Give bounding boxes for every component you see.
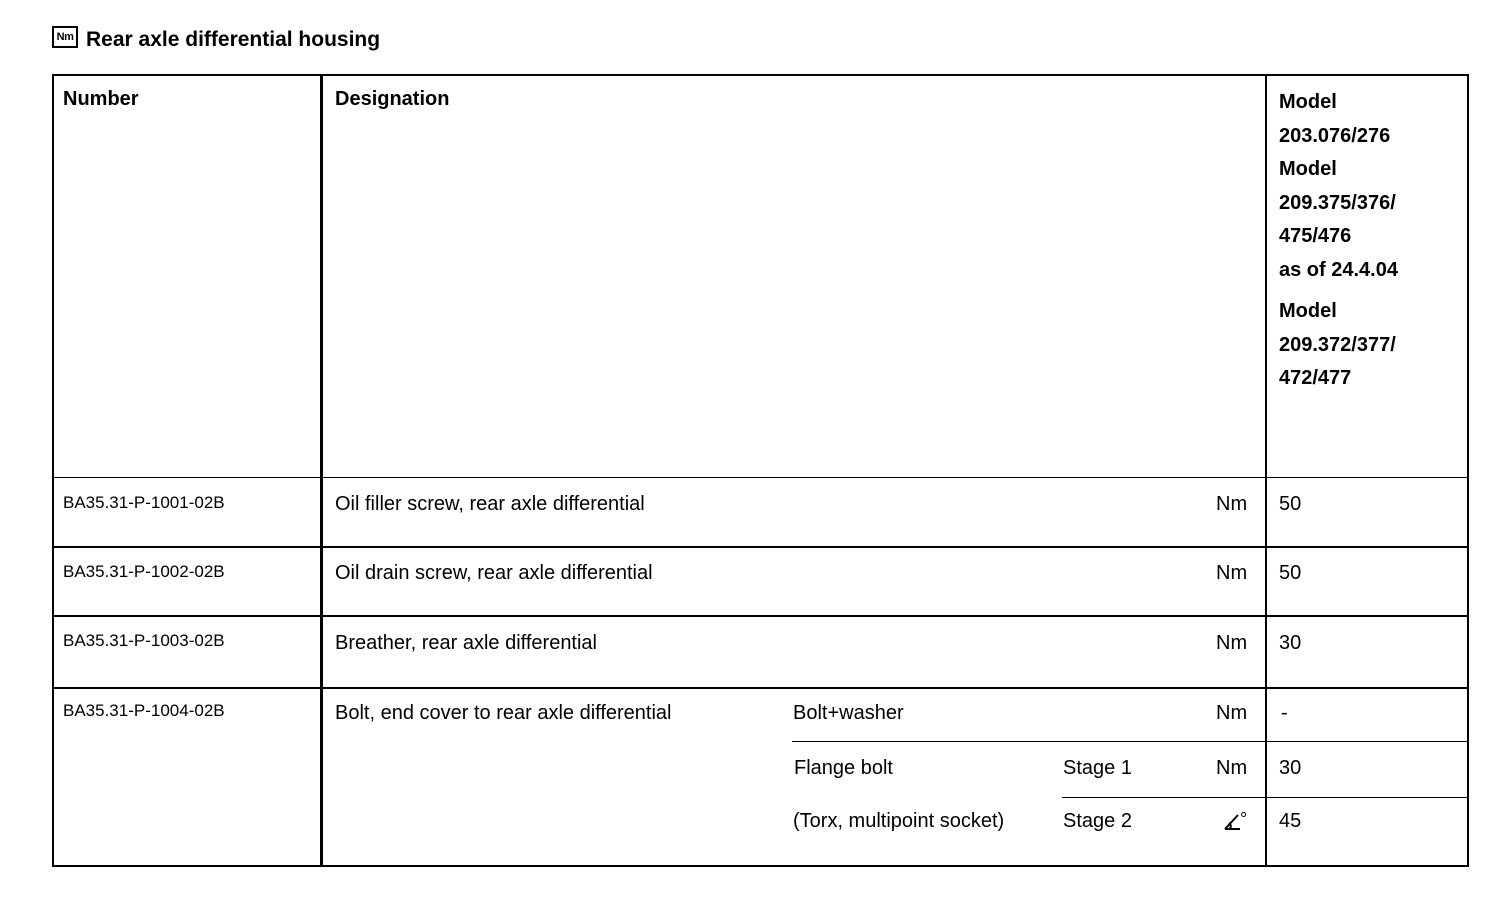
torque-table: [52, 74, 1469, 868]
row-divider: [52, 615, 1469, 617]
row-divider: [52, 477, 1469, 478]
table-row-number: BA35.31-P-1002-02B: [63, 562, 225, 581]
subrow-label: Flange bolt: [794, 757, 893, 779]
column-divider: [320, 74, 323, 867]
page-title: Rear axle differential housing: [86, 28, 381, 51]
subrow-value: 30: [1279, 757, 1302, 779]
model-line: 472/477: [1279, 367, 1352, 389]
table-border-bottom: [52, 865, 1469, 867]
table-row-number: BA35.31-P-1004-02B: [63, 701, 225, 720]
model-line: 203.076/276: [1279, 124, 1391, 147]
subrow-stage: Stage 1: [1063, 757, 1132, 779]
table-row-designation: Oil drain screw, rear axle differential: [335, 562, 653, 584]
table-row-designation: Breather, rear axle differential: [335, 632, 598, 654]
model-line: Model: [1279, 300, 1337, 322]
model-line: Model: [1279, 158, 1337, 180]
subrow-unit: Nm: [1216, 702, 1248, 724]
table-row-number: BA35.31-P-1001-02B: [63, 493, 225, 512]
model-line: as of 24.4.04: [1279, 258, 1398, 281]
page-title-row: [52, 26, 380, 54]
column-divider: [1265, 74, 1267, 867]
table-row-value: 30: [1279, 632, 1302, 654]
row-divider: [52, 546, 1469, 548]
table-row-number: BA35.31-P-1003-02B: [63, 631, 225, 650]
subrow-label: (Torx, multipoint socket): [793, 810, 1005, 832]
subrow-value: 45: [1279, 810, 1302, 832]
table-border-right: [1467, 74, 1469, 867]
header-models: [1279, 86, 1398, 396]
subrow-label: Bolt+washer: [793, 702, 904, 724]
subrow-value: -: [1281, 702, 1288, 724]
row-divider: [52, 687, 1469, 689]
model-line: 209.375/376/: [1279, 191, 1396, 214]
subrow-divider: [792, 741, 1469, 742]
model-line: 209.372/377/: [1279, 333, 1396, 356]
table-row-unit: Nm: [1216, 632, 1248, 654]
table-row-unit: Nm: [1216, 562, 1248, 584]
torque-nm-icon: Nm: [52, 26, 78, 48]
header-designation: Designation: [335, 88, 450, 110]
table-row-unit: Nm: [1216, 493, 1248, 515]
table-row-designation: Oil filler screw, rear axle differential: [335, 493, 645, 515]
degree-symbol: °: [1240, 809, 1248, 829]
model-line: Model: [1279, 91, 1337, 113]
header-number: Number: [63, 88, 139, 110]
table-border-left: [52, 74, 54, 867]
model-line: 475/476: [1279, 225, 1352, 247]
table-row-value: 50: [1279, 562, 1302, 584]
table-border-top: [52, 74, 1469, 76]
subrow-unit: Nm: [1216, 757, 1248, 779]
table-row-value: 50: [1279, 493, 1302, 515]
table-row-designation: Bolt, end cover to rear axle differential: [335, 702, 672, 724]
subrow-stage: Stage 2: [1063, 810, 1132, 832]
